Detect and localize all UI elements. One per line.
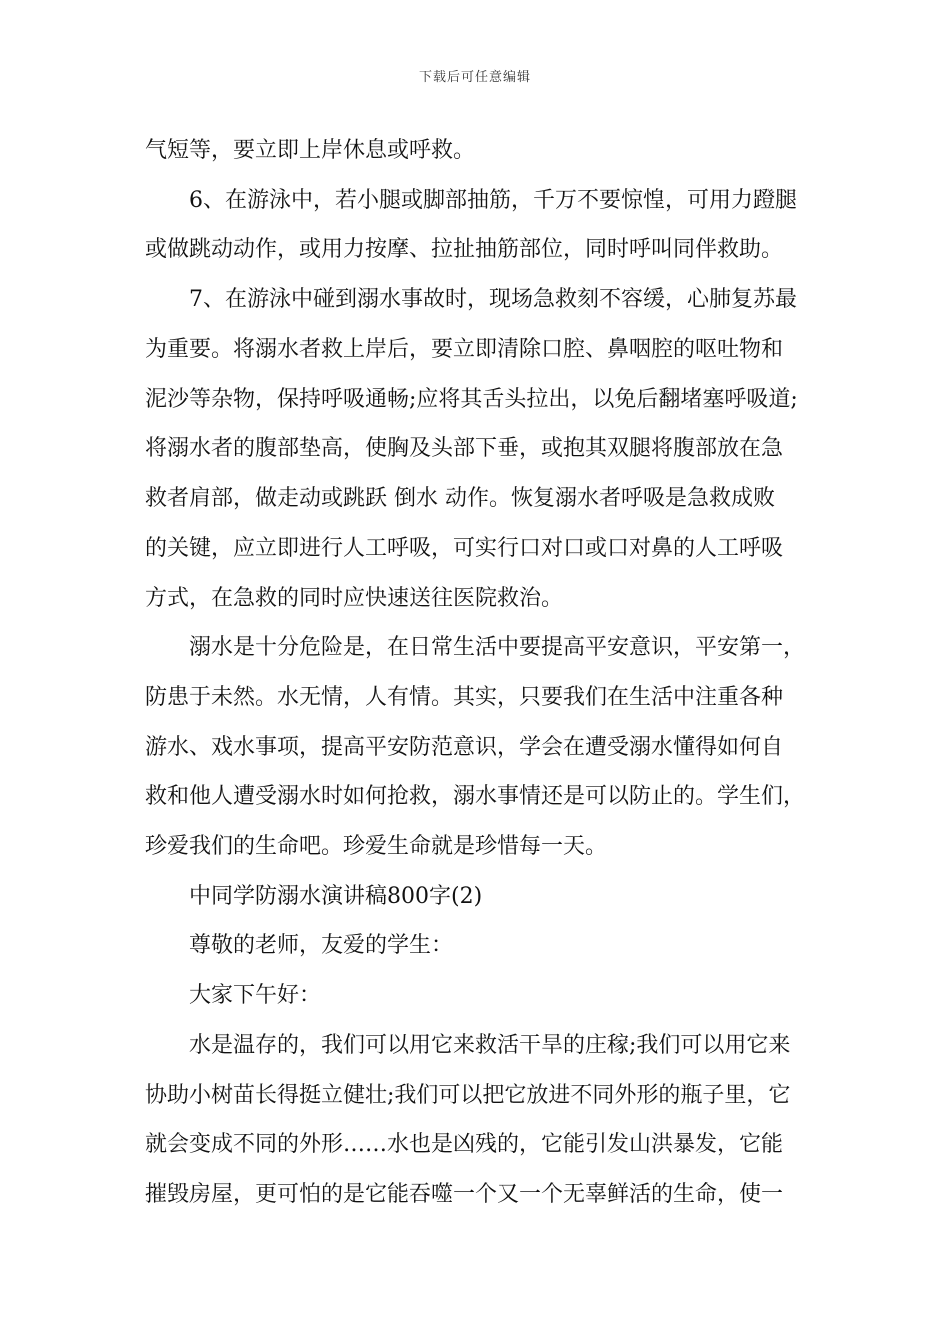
text-line: 6、在游泳中，若小腿或脚部抽筋，千万不要惊惶，可用力蹬腿 [189,188,797,213]
text-line: 就会变成不同的外形……水也是凶残的，它能引发山洪暴发，它能 [145,1132,784,1157]
text-line: 救和他人遭受溺水时如何抢救，溺水事情还是可以防止的。学生们， [145,784,806,809]
text-line: 溺水是十分危险是，在日常生活中要提高平安意识，平安第一， [189,635,806,660]
text-line: 或做跳动动作，或用力按摩、拉扯抽筋部位，同时呼叫同伴救助。 [145,237,784,262]
text-line: 为重要。将溺水者救上岸后，要立即清除口腔、鼻咽腔的呕吐物和 [145,337,784,362]
text-line: 的关键，应立即进行人工呼吸，可实行口对口或口对鼻的人工呼吸 [145,536,784,561]
page-header: 下载后可任意编辑 [418,70,531,85]
text-line: 气短等，要立即上岸休息或呼救。 [145,138,476,163]
text-line: 水是温存的，我们可以用它来救活干旱的庄稼;我们可以用它来 [189,1033,791,1058]
text-line: 尊敬的老师，友爱的学生： [189,933,454,958]
text-line: 方式，在急救的同时应快速送往医院救治。 [145,586,564,611]
text-line: 泥沙等杂物，保持呼吸通畅;应将其舌头拉出，以免后翻堵塞呼吸道; [145,387,798,412]
text-line: 将溺水者的腹部垫高，使胸及头部下垂，或抱其双腿将腹部放在急 [145,436,784,461]
text-line: 7、在游泳中碰到溺水事故时，现场急救刻不容缓，心肺复苏最 [189,287,797,312]
text-line: 珍爱我们的生命吧。珍爱生命就是珍惜每一天。 [145,834,608,859]
text-line: 救者肩部，做走动或跳跃 倒水 动作。恢复溺水者呼吸是急救成败 [145,486,775,511]
section-heading: 中同学防溺水演讲稿800字(2) [189,884,483,909]
text-line: 游水、戏水事项，提高平安防范意识，学会在遭受溺水懂得如何自 [145,735,784,760]
text-line: 防患于未然。水无情，人有情。其实，只要我们在生活中注重各种 [145,685,784,710]
text-line: 大家下午好： [189,983,322,1008]
text-line: 摧毁房屋，更可怕的是它能吞噬一个又一个无辜鲜活的生命，使一 [145,1182,784,1207]
text-line: 协助小树苗长得挺立健壮;我们可以把它放进不同外形的瓶子里，它 [145,1083,791,1108]
